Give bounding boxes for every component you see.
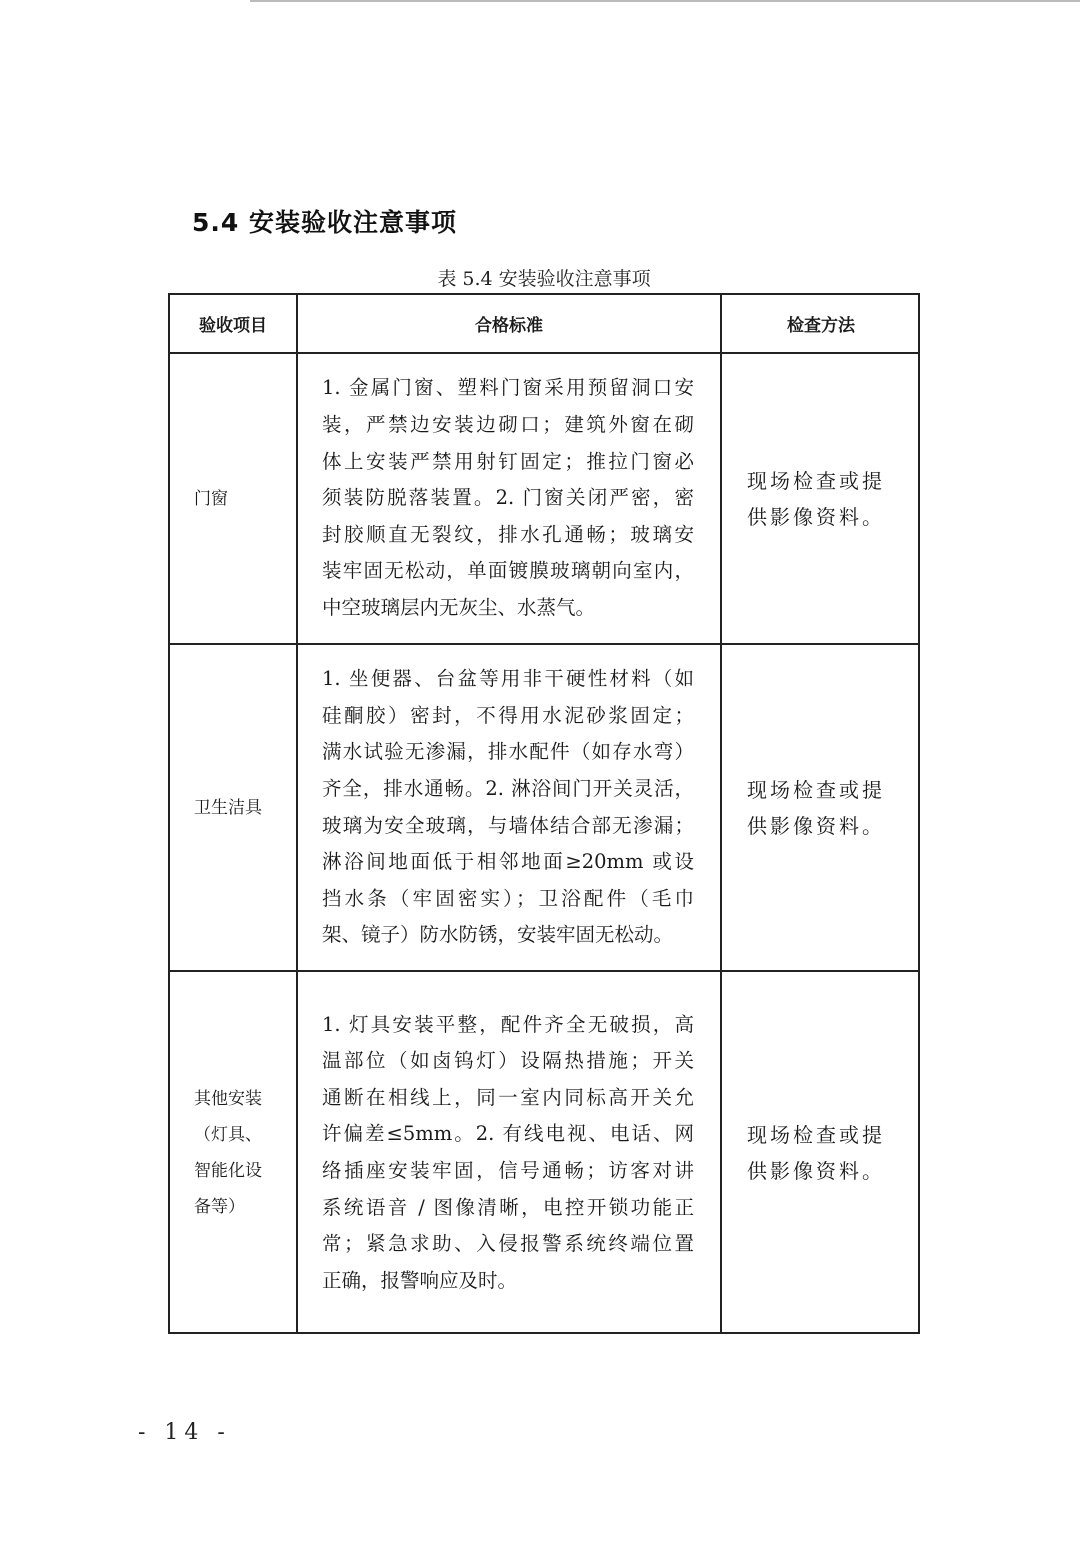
cell-method-line: 供影像资料。 [747, 504, 885, 529]
cell-standard-line: 中空玻璃层内无灰尘、水蒸气。 [322, 595, 596, 619]
cell-standard-line: 温部位（如卤钨灯）设隔热措施；开关 [322, 1049, 694, 1073]
cell-standard-line: 须装防脱落装置。2. 门窗关闭严密，密 [322, 486, 694, 510]
cell-standard-line: 挡水条（牢固密实）；卫浴配件（毛巾 [322, 886, 694, 910]
cell-item-line: 卫生洁具 [194, 797, 262, 818]
cell-item [170, 354, 296, 643]
cell-method [722, 972, 920, 1334]
cell-standard [298, 354, 720, 643]
section-title: 5.4 安装验收注意事项 [192, 208, 457, 237]
cell-item-line: 其他安装 [194, 1089, 262, 1109]
table-caption: 表 5.4 安装验收注意事项 [437, 268, 651, 290]
cell-standard [298, 645, 720, 970]
cell-method-line: 现场检查或提 [747, 468, 885, 493]
cell-standard-line: 装牢固无松动，单面镀膜玻璃朝向室内， [322, 559, 694, 583]
header-item: 验收项目 [199, 316, 267, 336]
cell-method [722, 645, 920, 970]
cell-item-line: 智能化设 [194, 1161, 262, 1181]
cell-standard-line: 1. 金属门窗、塑料门窗采用预留洞口安 [322, 376, 694, 400]
cell-standard-line: 常；紧急求助、入侵报警系统终端位置 [322, 1232, 694, 1256]
cell-standard-line: 淋浴间地面低于相邻地面≥20mm 或设 [322, 850, 694, 874]
cell-standard-line: 体上安装严禁用射钉固定；推拉门窗必 [322, 449, 694, 473]
acceptance-table [168, 293, 920, 1334]
header-standard: 合格标准 [475, 316, 543, 336]
cell-item-line: （灯具、 [194, 1125, 262, 1145]
scan-edge-line [250, 0, 1080, 2]
cell-method [722, 354, 920, 643]
cell-standard-line: 络插座安装牢固，信号通畅；访客对讲 [322, 1159, 694, 1182]
cell-item [170, 972, 296, 1334]
cell-standard-line: 架、镜子）防水防锈，安装牢固无松动。 [322, 923, 674, 947]
header-method: 检查方法 [787, 316, 855, 336]
cell-standard-line: 玻璃为安全玻璃，与墙体结合部无渗漏； [322, 813, 694, 837]
cell-method-line: 供影像资料。 [747, 1159, 885, 1183]
cell-standard-line: 1. 坐便器、台盆等用非干硬性材料（如 [322, 667, 694, 691]
cell-standard [298, 972, 720, 1334]
cell-standard-line: 满水试验无渗漏，排水配件（如存水弯） [322, 740, 694, 764]
page-number: - 14 - [138, 1420, 231, 1445]
cell-method-line: 现场检查或提 [747, 777, 885, 802]
cell-standard-line: 1. 灯具安装平整，配件齐全无破损，高 [322, 1012, 694, 1036]
cell-item [170, 645, 296, 970]
cell-standard-line: 许偏差≤5mm。2. 有线电视、电话、网 [322, 1122, 694, 1146]
cell-standard-line: 装，严禁边安装边砌口；建筑外窗在砌 [322, 413, 694, 437]
cell-standard-line: 齐全，排水通畅。2. 淋浴间门开关灵活， [322, 776, 694, 800]
cell-standard-line: 通断在相线上，同一室内同标高开关允 [322, 1085, 694, 1109]
cell-standard-line: 正确，报警响应及时。 [322, 1268, 518, 1292]
cell-item-line: 备等） [194, 1197, 245, 1217]
cell-method-line: 现场检查或提 [747, 1123, 885, 1147]
cell-method-line: 供影像资料。 [747, 813, 885, 838]
cell-standard-line: 封胶顺直无裂纹，排水孔通畅；玻璃安 [322, 522, 694, 546]
cell-item-line: 门窗 [194, 488, 228, 509]
cell-standard-line: 硅酮胶）密封，不得用水泥砂浆固定； [322, 703, 694, 727]
cell-standard-line: 系统语音 / 图像清晰，电控开锁功能正 [322, 1195, 694, 1219]
